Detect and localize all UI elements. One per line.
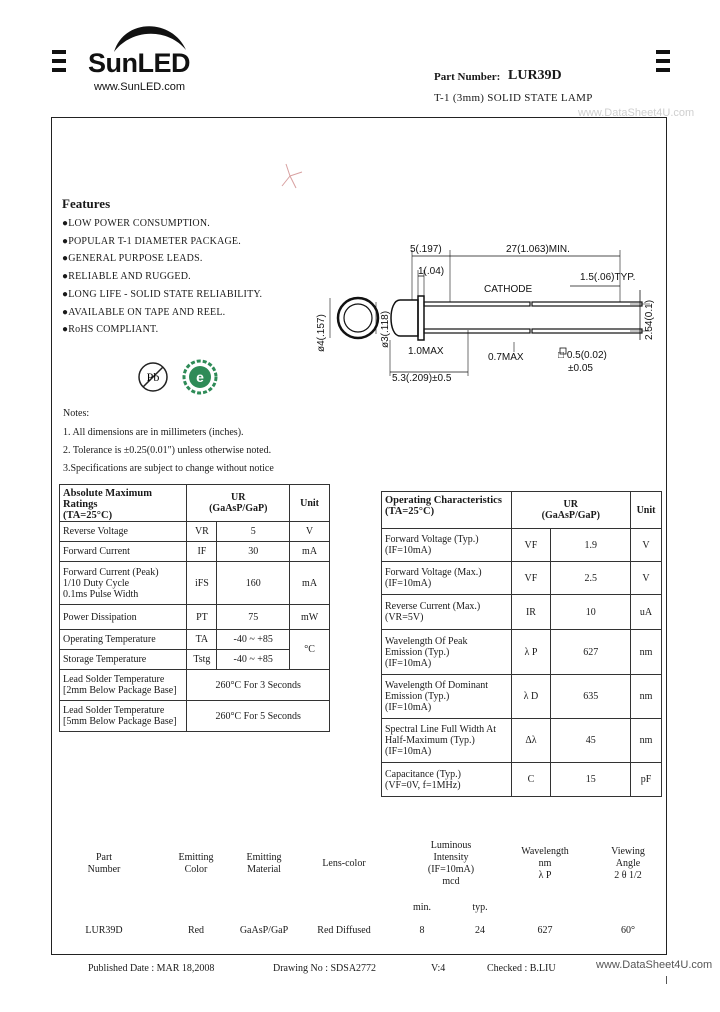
table-header-ur: UR (GaAsP/GaP) — [187, 485, 290, 522]
corner-mark-left-2 — [52, 59, 66, 63]
part-number-label: Part Number: — [434, 71, 501, 83]
cathode-label: CATHODE — [484, 284, 533, 295]
table-header-ur: UR (GaAsP/GaP) — [511, 492, 631, 529]
table-row: Spectral Line Full Width At Half-Maximum (Typ.) (IF=10mA) Δλ 45 nm — [382, 719, 662, 763]
notes-title: Notes: — [63, 408, 90, 419]
lead-bottom-far — [532, 329, 642, 333]
table-row: Wavelength Of Dominant Emission (Typ.) (IF=10mA) λ D 635 nm — [382, 675, 662, 719]
checked-by: Checked : B.LIU — [487, 963, 556, 974]
feature-item: ●POPULAR T-1 DIAMETER PACKAGE. — [62, 236, 241, 247]
operating-characteristics-table — [381, 491, 662, 797]
table-row: Storage Temperature Tstg -40 ~ +85 — [60, 650, 330, 670]
note-item: 2. Tolerance is ±0.25(0.01") unless otherwise noted. — [63, 445, 272, 456]
col-header-lens: Lens-color — [322, 858, 366, 869]
cell-min: 8 — [419, 925, 425, 936]
table-row: Operating Temperature TA -40 ~ +85 °C — [60, 630, 330, 650]
lead-top — [424, 302, 530, 306]
cell-lens: Red Diffused — [317, 925, 371, 936]
col-header-viewing: Viewing Angle 2 θ 1/2 — [611, 846, 645, 881]
table-row: Power Dissipation PT 75 mW — [60, 605, 330, 630]
dim-max-1: 1.0MAX — [408, 346, 444, 357]
cell-typ: 24 — [475, 925, 485, 936]
feature-item: ●GENERAL PURPOSE LEADS. — [62, 253, 203, 264]
feature-item: ●LOW POWER CONSUMPTION. — [62, 218, 210, 229]
lens-side-body — [391, 300, 418, 336]
dim-body-len: 5.3(.209)±0.5 — [392, 373, 452, 384]
dim-pitch-typ: 1.5(.06)TYP. — [580, 272, 636, 283]
table-row: Lead Solder Temperature [5mm Below Package Base] 260°C For 5 Seconds — [60, 701, 330, 732]
corner-mark-right-2 — [656, 59, 670, 63]
published-date: Published Date : MAR 18,2008 — [88, 963, 215, 974]
cell-color: Red — [187, 925, 205, 936]
lens-flange — [418, 296, 424, 340]
logo[interactable]: SunLED — [88, 48, 190, 78]
col-header-wavelength: Wavelength nm λ P — [521, 846, 569, 881]
corner-mark-right-3 — [656, 68, 670, 72]
watermark-bottom: www.DataSheet4U.com — [596, 959, 713, 971]
package-drawing — [300, 230, 666, 390]
table-row: Reverse Voltage VR 5 V — [60, 522, 330, 542]
table-row: Reverse Current (Max.) (VR=5V) IR 10 uA — [382, 595, 662, 630]
corner-mark-left-1 — [52, 50, 66, 54]
col-header-color: Emitting Color — [178, 852, 214, 875]
product-subtitle: T-1 (3mm) SOLID STATE LAMP — [434, 92, 593, 104]
feature-item: ●RoHS COMPLIANT. — [62, 324, 159, 335]
lead-bottom — [424, 329, 530, 333]
dim-flange: 1(.04) — [418, 266, 445, 277]
feature-item: ●AVAILABLE ON TAPE AND REEL. — [62, 307, 226, 318]
footer-tick — [666, 976, 667, 984]
absolute-max-ratings-table — [59, 484, 330, 732]
dim-total-length: 27(1.063)MIN. — [506, 244, 570, 255]
dim-lead-sq: □ 0.5(0.02) — [558, 350, 607, 361]
col-header-material: Emitting Material — [246, 852, 282, 875]
dim-lead-tol: ±0.05 — [568, 363, 593, 374]
version: V:4 — [431, 963, 446, 974]
col-header-min: min. — [412, 902, 432, 913]
cell-material: GaAsP/GaP — [239, 925, 289, 936]
dim-lead-top: 5(.197) — [410, 244, 442, 255]
corner-mark-left-3 — [52, 68, 66, 72]
lens-front-inner — [344, 304, 372, 332]
table-header-row — [382, 492, 662, 529]
features-title: Features — [62, 196, 111, 211]
table-row: Capacitance (Typ.) (VF=0V, f=1MHz) C 15 pF — [382, 763, 662, 797]
cell-angle: 60° — [621, 925, 635, 936]
dim-max-07: 0.7MAX — [488, 352, 524, 363]
col-header-typ: typ. — [472, 902, 488, 913]
drawing-number: Drawing No : SDSA2772 — [273, 963, 377, 974]
rohs-e-icon — [181, 358, 219, 396]
table-header-unit: Unit — [290, 485, 330, 522]
lead-top-far — [532, 302, 642, 306]
pb-free-icon — [136, 360, 170, 394]
cell-part: LUR39D — [85, 925, 123, 936]
e-label: e — [196, 369, 204, 385]
table-header-row — [60, 485, 330, 522]
dim-spacing: 2.54(0.1) — [644, 299, 655, 340]
col-header-part: Part Number — [87, 852, 121, 875]
stray-mark-icon — [276, 162, 306, 190]
watermark-top: www.DataSheet4U.com — [578, 107, 695, 119]
cell-wavelength: 627 — [537, 925, 553, 936]
feature-item: ●LONG LIFE - SOLID STATE RELIABILITY. — [62, 289, 263, 300]
dim-dia-3: ø3(.118) — [380, 310, 391, 348]
website-link[interactable]: www.SunLED.com — [94, 81, 186, 93]
note-item: 1. All dimensions are in millimeters (inches). — [63, 427, 244, 438]
corner-mark-right-1 — [656, 50, 670, 54]
table-row: Lead Solder Temperature [2mm Below Package Base] 260°C For 3 Seconds — [60, 670, 330, 701]
table-row: Wavelength Of Peak Emission (Typ.) (IF=10mA) λ P 627 nm — [382, 630, 662, 675]
table-header-unit: Unit — [631, 492, 662, 529]
table-header-param: Absolute Maximum Ratings (TA=25°C) — [60, 485, 187, 522]
note-item: 3.Specifications are subject to change without notice — [63, 463, 274, 474]
part-number: LUR39D — [508, 68, 562, 83]
feature-item: ●RELIABLE AND RUGGED. — [62, 271, 191, 282]
table-row: Forward Voltage (Typ.) (IF=10mA) VF 1.9 V — [382, 529, 662, 562]
col-header-luminous: Luminous Intensity (IF=10mA) mcd — [427, 840, 475, 887]
table-row: Forward Voltage (Max.) (IF=10mA) VF 2.5 V — [382, 562, 662, 595]
table-header-param: Operating Characteristics (TA=25°C) — [382, 492, 512, 529]
pb-label: Pb — [146, 370, 160, 384]
table-row: Forward Current (Peak) 1/10 Duty Cycle 0.1ms Pulse Width iFS 160 mA — [60, 562, 330, 605]
table-row: Forward Current IF 30 mA — [60, 542, 330, 562]
dim-dia-4: ø4(.157) — [316, 314, 327, 352]
